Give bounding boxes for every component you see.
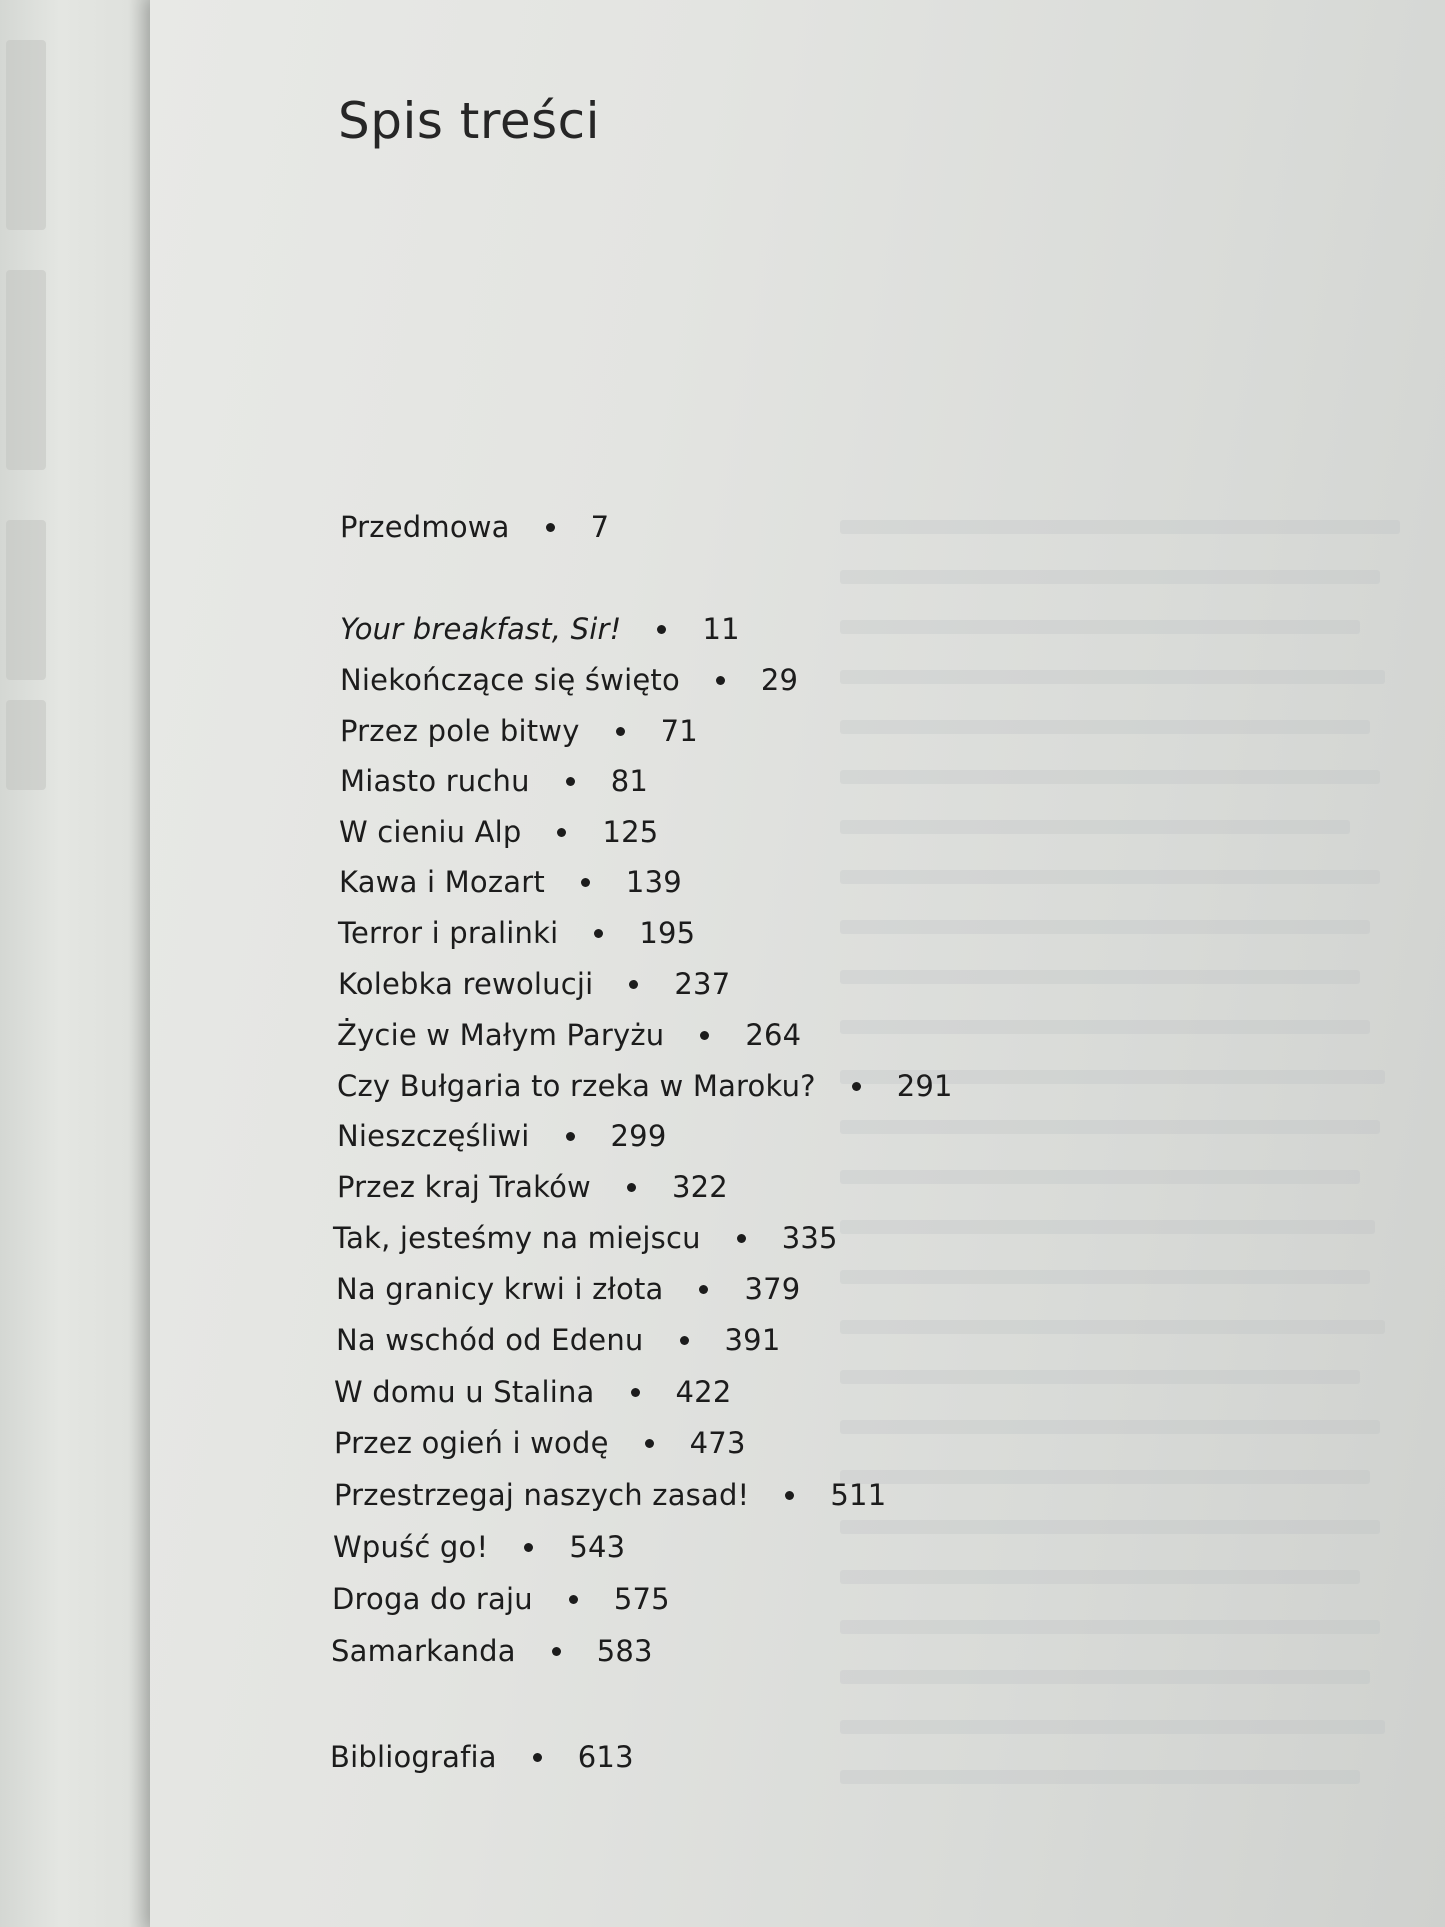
bullet-separator xyxy=(524,1543,533,1552)
toc-entry-title: Kolebka rewolucji xyxy=(338,967,594,1001)
toc-entry-title: Wpuść go! xyxy=(333,1530,489,1564)
bullet-separator xyxy=(629,980,638,989)
show-through-line xyxy=(840,1370,1360,1384)
show-through-line xyxy=(840,1520,1380,1534)
toc-entry[interactable] xyxy=(333,1530,625,1564)
show-through-line xyxy=(840,1270,1370,1284)
toc-entry-title: W cieniu Alp xyxy=(339,815,522,849)
toc-entry-title: Czy Bułgaria to rzeka w Maroku? xyxy=(337,1069,816,1103)
bullet-separator xyxy=(852,1082,861,1091)
toc-entry[interactable] xyxy=(340,612,740,646)
bullet-separator xyxy=(631,1388,640,1397)
toc-entry[interactable] xyxy=(340,663,798,697)
toc-entry-title: Bibliografia xyxy=(330,1740,497,1774)
toc-entry-page: 264 xyxy=(745,1018,802,1052)
toc-entry-page: 335 xyxy=(781,1221,838,1255)
show-through-line xyxy=(840,1470,1370,1484)
toc-entry-page: 391 xyxy=(724,1323,781,1357)
toc-entry[interactable] xyxy=(338,967,730,1001)
bullet-separator xyxy=(699,1285,708,1294)
toc-entry[interactable] xyxy=(340,764,648,798)
show-through-line xyxy=(840,770,1380,784)
toc-entry-page: 511 xyxy=(830,1478,887,1512)
toc-entry-page: 81 xyxy=(610,764,649,798)
toc-entry-title: Samarkanda xyxy=(331,1634,516,1668)
toc-entry-page: 575 xyxy=(613,1582,670,1616)
toc-entry-page: 139 xyxy=(625,865,682,899)
bullet-separator xyxy=(569,1595,578,1604)
toc-entry[interactable] xyxy=(336,1323,780,1357)
toc-entry-title: Your breakfast, Sir! xyxy=(340,612,622,646)
show-through-line xyxy=(840,820,1350,834)
show-through-mark xyxy=(6,270,46,470)
toc-entry-page: 7 xyxy=(590,510,610,544)
show-through-line xyxy=(840,1620,1380,1634)
toc-entry-title: Kawa i Mozart xyxy=(339,865,545,899)
toc-entry-page: 29 xyxy=(760,663,799,697)
bullet-separator xyxy=(680,1336,689,1345)
show-through-line xyxy=(840,720,1370,734)
show-through-line xyxy=(840,1020,1370,1034)
toc-entry-page: 11 xyxy=(702,612,740,646)
toc-entry-page: 379 xyxy=(744,1272,801,1306)
show-through-line xyxy=(840,670,1385,684)
toc-entry-title: Na granicy krwi i złota xyxy=(336,1272,664,1306)
toc-entry-title: W domu u Stalina xyxy=(334,1375,595,1409)
bullet-separator xyxy=(737,1234,746,1243)
toc-entry-title: Przedmowa xyxy=(340,510,510,544)
toc-entry-page: 473 xyxy=(689,1426,746,1460)
bullet-separator xyxy=(700,1031,709,1040)
bullet-separator xyxy=(546,523,555,532)
toc-entry-page: 613 xyxy=(577,1740,634,1774)
show-through-mark xyxy=(6,700,46,790)
show-through-line xyxy=(840,1220,1375,1234)
toc-entry[interactable] xyxy=(336,1272,800,1306)
bullet-separator xyxy=(581,878,590,887)
toc-entry-title: Przez kraj Traków xyxy=(337,1170,591,1204)
bullet-separator xyxy=(716,676,725,685)
show-through-line xyxy=(840,1770,1360,1784)
toc-entry[interactable] xyxy=(337,1170,728,1204)
toc-entry-title: Przez pole bitwy xyxy=(340,714,580,748)
show-through-line xyxy=(840,1170,1360,1184)
show-through-line xyxy=(840,920,1370,934)
toc-entry-page: 291 xyxy=(896,1069,953,1103)
toc-entry-title: Droga do raju xyxy=(332,1582,533,1616)
toc-entry[interactable] xyxy=(334,1375,731,1409)
toc-entry[interactable] xyxy=(340,714,698,748)
show-through-line xyxy=(840,1320,1385,1334)
toc-entry[interactable] xyxy=(332,1582,670,1616)
toc-entry[interactable] xyxy=(334,1478,886,1512)
bullet-separator xyxy=(557,828,566,837)
show-through-line xyxy=(840,870,1380,884)
toc-entry-title: Nieszczęśliwi xyxy=(337,1119,530,1153)
show-through-line xyxy=(840,1420,1380,1434)
bullet-separator xyxy=(785,1491,794,1500)
bullet-separator xyxy=(657,625,666,634)
show-through-mark xyxy=(6,40,46,230)
bullet-separator xyxy=(616,727,625,736)
show-through-line xyxy=(840,520,1400,534)
toc-entry-title: Na wschód od Edenu xyxy=(336,1323,644,1357)
toc-entry[interactable] xyxy=(331,1634,653,1668)
toc-entry-page: 237 xyxy=(674,967,731,1001)
toc-entry[interactable] xyxy=(339,865,682,899)
bullet-separator xyxy=(645,1439,654,1448)
toc-entry-title: Życie w Małym Paryżu xyxy=(337,1018,665,1052)
toc-entry-page: 71 xyxy=(660,714,698,748)
show-through-line xyxy=(840,1570,1360,1584)
toc-entry[interactable] xyxy=(330,1740,634,1774)
toc-entry[interactable] xyxy=(334,1426,746,1460)
toc-entry[interactable] xyxy=(340,510,609,544)
toc-entry-page: 125 xyxy=(602,815,659,849)
show-through-line xyxy=(840,1720,1385,1734)
toc-entry-page: 322 xyxy=(671,1170,728,1204)
toc-entry[interactable] xyxy=(339,815,658,849)
show-through-line xyxy=(840,1670,1370,1684)
toc-entry-page: 195 xyxy=(639,916,696,950)
page-title: Spis treści xyxy=(338,92,601,150)
toc-entry[interactable] xyxy=(337,1069,953,1103)
toc-entry[interactable] xyxy=(338,916,695,950)
previous-page-edge xyxy=(0,0,150,1927)
show-through-line xyxy=(840,570,1380,584)
toc-entry-page: 299 xyxy=(610,1119,667,1153)
bullet-separator xyxy=(566,1132,575,1141)
toc-entry-title: Przestrzegaj naszych zasad! xyxy=(334,1478,750,1512)
show-through-line xyxy=(840,1120,1380,1134)
toc-entry-page: 583 xyxy=(596,1634,653,1668)
toc-entry-title: Niekończące się święto xyxy=(340,663,680,697)
toc-entry[interactable] xyxy=(333,1221,838,1255)
toc-entry[interactable] xyxy=(337,1018,801,1052)
bullet-separator xyxy=(552,1647,561,1656)
bullet-separator xyxy=(533,1753,542,1762)
toc-entry-title: Przez ogień i wodę xyxy=(334,1426,609,1460)
show-through-mark xyxy=(6,520,46,680)
show-through-line xyxy=(840,620,1360,634)
show-through-line xyxy=(840,970,1360,984)
toc-entry-page: 543 xyxy=(569,1530,626,1564)
toc-entry[interactable] xyxy=(337,1119,666,1153)
bullet-separator xyxy=(627,1183,636,1192)
toc-entry-title: Tak, jesteśmy na miejscu xyxy=(333,1221,701,1255)
bullet-separator xyxy=(594,929,603,938)
bullet-separator xyxy=(566,777,575,786)
toc-entry-title: Miasto ruchu xyxy=(340,764,530,798)
toc-entry-title: Terror i pralinki xyxy=(338,916,559,950)
toc-entry-page: 422 xyxy=(675,1375,732,1409)
